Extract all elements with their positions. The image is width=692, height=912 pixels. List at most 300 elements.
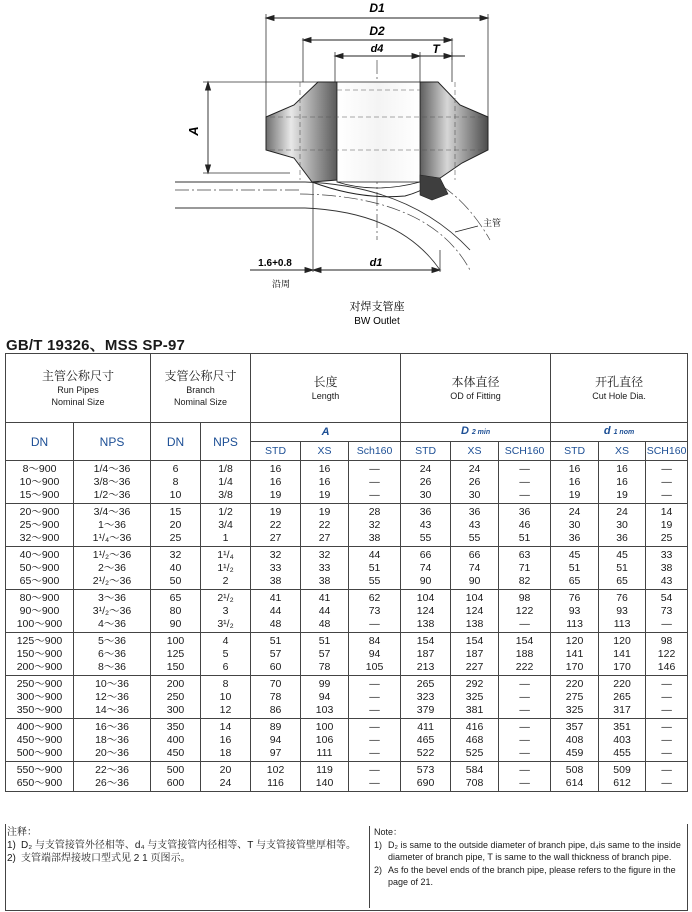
table-row [6, 734, 688, 747]
cut-sch160-header: SCH160 [646, 442, 688, 461]
cut-std-cell: 614 [551, 777, 599, 792]
branch-dn-cell: 450 [151, 747, 201, 762]
len-xs-cell: 94 [301, 691, 349, 704]
notes-divider [369, 826, 370, 908]
len-sch160-cell: 51 [349, 562, 401, 575]
cut-sch160-cell: — [646, 762, 688, 778]
len-sch160-cell: — [349, 762, 401, 778]
branch-dn-cell: 600 [151, 777, 201, 792]
branch-dn-cell: 32 [151, 547, 201, 563]
od-xs-cell: 416 [451, 719, 499, 735]
branch-nps-cell: 2¹/₂ [201, 590, 251, 606]
od-sch160-cell: — [499, 762, 551, 778]
len-sch160-cell: 94 [349, 648, 401, 661]
notes-en-text-1: D₂ is same to the outside diameter of branch pipe, d₄is same to the inside diameter of branch pipe, T is same to the wall thickness of branch pipe. [388, 839, 681, 862]
table-row [6, 489, 688, 504]
od-std-cell: 104 [401, 590, 451, 606]
cut-hole-cn: 开孔直径 [595, 374, 644, 389]
od-xs-cell: 154 [451, 633, 499, 649]
od-sch160-cell: — [499, 461, 551, 477]
od-sch160-cell: — [499, 734, 551, 747]
cut-sch160-cell: — [646, 719, 688, 735]
branch-dn-cell: 150 [151, 661, 201, 676]
len-std-cell: 57 [251, 648, 301, 661]
run-dn-cell: 32～900 [6, 532, 74, 547]
od-xs-cell: 525 [451, 747, 499, 762]
cut-hole-header [551, 354, 688, 423]
od-xs-header: XS [451, 442, 499, 461]
len-xs-cell: 33 [301, 562, 349, 575]
cut-xs-cell: 93 [599, 605, 646, 618]
run-nps-cell: 3～36 [74, 590, 151, 606]
od-xs-cell: 138 [451, 618, 499, 633]
od-std-cell: 36 [401, 504, 451, 520]
table-row [6, 747, 688, 762]
cut-xs-cell: 141 [599, 648, 646, 661]
len-xs-cell: 57 [301, 648, 349, 661]
cut-xs-cell: 24 [599, 504, 646, 520]
run-nps-header: NPS [74, 423, 151, 461]
cut-std-cell: 170 [551, 661, 599, 676]
table-row [6, 532, 688, 547]
run-dn-cell: 100～900 [6, 618, 74, 633]
len-std-cell: 19 [251, 504, 301, 520]
cut-std-cell: 16 [551, 461, 599, 477]
symbol-d1-text: d [603, 425, 611, 437]
cut-xs-cell: 509 [599, 762, 646, 778]
symbol-D2-sub: 2 min [471, 429, 491, 436]
run-size-header [6, 354, 151, 423]
len-sch160-cell: 62 [349, 590, 401, 606]
len-std-cell: 16 [251, 476, 301, 489]
notes-cn-title: 注释： [7, 827, 37, 838]
len-xs-cell: 48 [301, 618, 349, 633]
len-std-cell: 27 [251, 532, 301, 547]
len-std-cell: 38 [251, 575, 301, 590]
cut-std-header: STD [551, 442, 599, 461]
run-dn-cell: 80～900 [6, 590, 74, 606]
cut-sch160-cell: — [646, 461, 688, 477]
symbol-d1 [551, 423, 688, 442]
notes-en-num-1: 1) [374, 839, 383, 850]
od-std-cell: 411 [401, 719, 451, 735]
standard-title: GB/T 19326、MSS SP-97 [6, 337, 186, 354]
run-size-en1: Run Pipes [57, 384, 99, 395]
cut-xs-cell: 76 [599, 590, 646, 606]
cut-xs-header: XS [599, 442, 646, 461]
len-sch160-cell: 84 [349, 633, 401, 649]
cut-std-cell: 30 [551, 519, 599, 532]
run-dn-cell: 10～900 [6, 476, 74, 489]
cut-sch160-cell: — [646, 704, 688, 719]
branch-nps-cell: 2 [201, 575, 251, 590]
branch-nps-cell: 1 [201, 532, 251, 547]
len-std-cell: 51 [251, 633, 301, 649]
run-nps-cell: 26～36 [74, 777, 151, 792]
branch-dn-cell: 10 [151, 489, 201, 504]
spec-table-body [6, 461, 688, 792]
run-dn-header: DN [6, 423, 74, 461]
len-sch160-cell: — [349, 777, 401, 792]
symbol-A [251, 423, 401, 442]
branch-nps-cell: 3¹/₂ [201, 618, 251, 633]
od-std-cell: 323 [401, 691, 451, 704]
run-pipe-leader [455, 226, 478, 232]
notes-cn-num-2: 2) [7, 853, 16, 864]
cut-xs-cell: 36 [599, 532, 646, 547]
run-dn-cell: 450～900 [6, 734, 74, 747]
table-row [6, 476, 688, 489]
run-nps-cell: 1/4～36 [74, 461, 151, 477]
branch-nps-cell: 1/8 [201, 461, 251, 477]
run-nps-cell: 3/4～36 [74, 504, 151, 520]
cut-sch160-cell: 146 [646, 661, 688, 676]
dim-D2-label: D2 [369, 24, 385, 38]
cut-xs-cell: 265 [599, 691, 646, 704]
spec-table [5, 353, 688, 792]
len-xs-header: XS [301, 442, 349, 461]
cut-sch160-cell: 19 [646, 519, 688, 532]
table-row [6, 562, 688, 575]
cut-sch160-cell: — [646, 777, 688, 792]
symbol-D2 [401, 423, 551, 442]
od-sch160-cell: 82 [499, 575, 551, 590]
branch-nps-cell: 16 [201, 734, 251, 747]
run-nps-cell: 8～36 [74, 661, 151, 676]
run-nps-cell: 1～36 [74, 519, 151, 532]
od-xs-cell: 104 [451, 590, 499, 606]
run-dn-cell: 25～900 [6, 519, 74, 532]
od-sch160-header: SCH160 [499, 442, 551, 461]
run-size-cn: 主管公称尺寸 [42, 368, 115, 383]
notes-en-item-2 [374, 864, 686, 889]
od-std-cell: 690 [401, 777, 451, 792]
od-cn: 本体直径 [451, 374, 500, 389]
run-dn-cell: 200～900 [6, 661, 74, 676]
cut-xs-cell: 351 [599, 719, 646, 735]
branch-dn-cell: 250 [151, 691, 201, 704]
run-dn-cell: 400～900 [6, 719, 74, 735]
cut-std-cell: 19 [551, 489, 599, 504]
cut-xs-cell: 317 [599, 704, 646, 719]
run-dn-cell: 125～900 [6, 633, 74, 649]
branch-dn-cell: 350 [151, 719, 201, 735]
table-row [6, 661, 688, 676]
branch-nps-cell: 18 [201, 747, 251, 762]
table-row [6, 590, 688, 606]
od-xs-cell: 74 [451, 562, 499, 575]
cut-sch160-cell: — [646, 476, 688, 489]
len-xs-cell: 140 [301, 777, 349, 792]
od-xs-cell: 381 [451, 704, 499, 719]
run-nps-cell: 3¹/₂～36 [74, 605, 151, 618]
od-sch160-cell: — [499, 777, 551, 792]
od-sch160-cell: 188 [499, 648, 551, 661]
cut-std-cell: 45 [551, 547, 599, 563]
run-nps-cell: 1¹/₄～36 [74, 532, 151, 547]
dim-T-label: T [432, 42, 440, 56]
od-xs-cell: 325 [451, 691, 499, 704]
od-xs-cell: 227 [451, 661, 499, 676]
branch-dn-cell: 40 [151, 562, 201, 575]
run-dn-cell: 90～900 [6, 605, 74, 618]
branch-dn-cell: 25 [151, 532, 201, 547]
branch-nps-cell: 6 [201, 661, 251, 676]
cut-std-cell: 357 [551, 719, 599, 735]
len-xs-cell: 103 [301, 704, 349, 719]
od-xs-cell: 124 [451, 605, 499, 618]
cut-std-cell: 24 [551, 504, 599, 520]
od-sch160-cell: 63 [499, 547, 551, 563]
cut-xs-cell: 120 [599, 633, 646, 649]
run-nps-cell: 22～36 [74, 762, 151, 778]
len-xs-cell: 19 [301, 489, 349, 504]
od-std-cell: 573 [401, 762, 451, 778]
od-xs-cell: 468 [451, 734, 499, 747]
od-sch160-cell: — [499, 704, 551, 719]
len-xs-cell: 22 [301, 519, 349, 532]
len-sch160-cell: — [349, 476, 401, 489]
branch-nps-cell: 1/4 [201, 476, 251, 489]
len-std-cell: 89 [251, 719, 301, 735]
branch-nps-cell: 5 [201, 648, 251, 661]
table-row [6, 762, 688, 778]
od-sch160-cell: 71 [499, 562, 551, 575]
len-sch160-cell: — [349, 734, 401, 747]
len-std-cell: 16 [251, 461, 301, 477]
cut-std-cell: 325 [551, 704, 599, 719]
branch-nps-cell: 1/2 [201, 504, 251, 520]
branch-size-en2: Nominal Size [174, 396, 228, 407]
cut-sch160-cell: — [646, 676, 688, 692]
len-std-cell: 22 [251, 519, 301, 532]
branch-dn-cell: 65 [151, 590, 201, 606]
cut-std-cell: 275 [551, 691, 599, 704]
len-std-cell: 70 [251, 676, 301, 692]
cut-std-cell: 51 [551, 562, 599, 575]
cut-sch160-cell: — [646, 734, 688, 747]
table-row [6, 519, 688, 532]
od-sch160-cell: — [499, 618, 551, 633]
branch-nps-cell: 20 [201, 762, 251, 778]
cut-std-cell: 141 [551, 648, 599, 661]
len-sch160-cell: 44 [349, 547, 401, 563]
run-dn-cell: 250～900 [6, 676, 74, 692]
run-nps-cell: 10～36 [74, 676, 151, 692]
notes-en-item-1 [374, 839, 686, 864]
od-xs-cell: 187 [451, 648, 499, 661]
cut-std-cell: 16 [551, 476, 599, 489]
len-xs-cell: 27 [301, 532, 349, 547]
run-dn-cell: 500～900 [6, 747, 74, 762]
run-dn-cell: 300～900 [6, 691, 74, 704]
notes-en-text-2: As fo the bevel ends of the branch pipe, please refers to the figure in the page of 21. [388, 864, 676, 887]
bw-outlet-drawing [0, 0, 692, 335]
branch-dn-cell: 20 [151, 519, 201, 532]
len-sch160-cell: 105 [349, 661, 401, 676]
len-xs-cell: 41 [301, 590, 349, 606]
od-std-cell: 43 [401, 519, 451, 532]
branch-nps-cell: 1¹/₂ [201, 562, 251, 575]
od-std-cell: 265 [401, 676, 451, 692]
od-std-cell: 55 [401, 532, 451, 547]
run-pipe-label: 主管 [483, 218, 502, 228]
branch-dn-cell: 125 [151, 648, 201, 661]
cut-hole-en: Cut Hole Dia. [592, 390, 646, 401]
od-sch160-cell: 46 [499, 519, 551, 532]
len-xs-cell: 99 [301, 676, 349, 692]
cut-sch160-cell: 98 [646, 633, 688, 649]
run-dn-cell: 350～900 [6, 704, 74, 719]
cut-std-cell: 508 [551, 762, 599, 778]
len-xs-cell: 78 [301, 661, 349, 676]
len-xs-cell: 119 [301, 762, 349, 778]
cut-xs-cell: 65 [599, 575, 646, 590]
len-std-cell: 33 [251, 562, 301, 575]
od-xs-cell: 708 [451, 777, 499, 792]
len-sch160-cell: 55 [349, 575, 401, 590]
cut-xs-cell: 455 [599, 747, 646, 762]
branch-dn-cell: 100 [151, 633, 201, 649]
od-std-cell: 465 [401, 734, 451, 747]
run-dn-cell: 15～900 [6, 489, 74, 504]
od-std-cell: 90 [401, 575, 451, 590]
len-xs-cell: 106 [301, 734, 349, 747]
cut-xs-cell: 612 [599, 777, 646, 792]
cut-xs-cell: 30 [599, 519, 646, 532]
len-xs-cell: 100 [301, 719, 349, 735]
cut-sch160-cell: — [646, 489, 688, 504]
run-nps-cell: 1/2～36 [74, 489, 151, 504]
cut-xs-cell: 51 [599, 562, 646, 575]
branch-dn-cell: 6 [151, 461, 201, 477]
notes-english [374, 826, 686, 889]
notes-cn-num-1: 1) [7, 840, 16, 851]
len-xs-cell: 38 [301, 575, 349, 590]
symbol-D2-text: D [460, 425, 469, 437]
run-nps-cell: 4～36 [74, 618, 151, 633]
od-sch160-cell: — [499, 676, 551, 692]
cut-xs-cell: 403 [599, 734, 646, 747]
od-sch160-cell: 122 [499, 605, 551, 618]
od-sch160-cell: 98 [499, 590, 551, 606]
od-sch160-cell: 154 [499, 633, 551, 649]
od-xs-cell: 24 [451, 461, 499, 477]
od-xs-cell: 36 [451, 504, 499, 520]
branch-size-header [151, 354, 251, 423]
od-std-cell: 138 [401, 618, 451, 633]
len-std-cell: 44 [251, 605, 301, 618]
run-dn-cell: 50～900 [6, 562, 74, 575]
od-sch160-cell: 222 [499, 661, 551, 676]
notes-cn-item-2 [7, 852, 367, 865]
od-std-cell: 124 [401, 605, 451, 618]
od-sch160-cell: 51 [499, 532, 551, 547]
od-xs-cell: 66 [451, 547, 499, 563]
od-std-cell: 213 [401, 661, 451, 676]
length-en: Length [311, 390, 340, 401]
cut-std-cell: 65 [551, 575, 599, 590]
table-row [6, 547, 688, 563]
len-sch160-cell: 32 [349, 519, 401, 532]
run-nps-cell: 2～36 [74, 562, 151, 575]
cut-sch160-cell: 33 [646, 547, 688, 563]
run-nps-cell: 2¹/₂～36 [74, 575, 151, 590]
branch-nps-cell: 3 [201, 605, 251, 618]
run-size-en2: Nominal Size [51, 396, 105, 407]
len-std-cell: 102 [251, 762, 301, 778]
run-nps-cell: 3/8～36 [74, 476, 151, 489]
od-std-cell: 187 [401, 648, 451, 661]
branch-nps-cell: 24 [201, 777, 251, 792]
od-sch160-cell: — [499, 747, 551, 762]
cut-sch160-cell: 38 [646, 562, 688, 575]
od-xs-cell: 90 [451, 575, 499, 590]
len-sch160-cell: — [349, 704, 401, 719]
od-xs-cell: 43 [451, 519, 499, 532]
caption-en: BW Outlet [354, 316, 400, 327]
run-nps-cell: 16～36 [74, 719, 151, 735]
branch-dn-header: DN [151, 423, 201, 461]
len-std-cell: 78 [251, 691, 301, 704]
od-sch160-cell: 36 [499, 504, 551, 520]
len-std-cell: 86 [251, 704, 301, 719]
dim-d4-label: d4 [370, 43, 384, 55]
cut-sch160-cell: — [646, 747, 688, 762]
len-sch160-cell: — [349, 691, 401, 704]
len-std-header: STD [251, 442, 301, 461]
od-sch160-cell: — [499, 489, 551, 504]
run-nps-cell: 14～36 [74, 704, 151, 719]
branch-nps-cell: 1¹/₄ [201, 547, 251, 563]
od-std-cell: 522 [401, 747, 451, 762]
table-row [6, 777, 688, 792]
cut-std-cell: 93 [551, 605, 599, 618]
run-dn-cell: 650～900 [6, 777, 74, 792]
cut-xs-cell: 16 [599, 461, 646, 477]
len-sch160-cell: — [349, 719, 401, 735]
od-xs-cell: 584 [451, 762, 499, 778]
notes-cn-text-1: D₂ 与支管接管外径相等、d₄ 与支管接管内径相等、T 与支管接管壁厚相等。 [21, 840, 357, 851]
cut-sch160-cell: 14 [646, 504, 688, 520]
len-std-cell: 94 [251, 734, 301, 747]
od-std-cell: 26 [401, 476, 451, 489]
symbol-A-text: A [321, 426, 330, 438]
notes-chinese [7, 826, 367, 865]
branch-dn-cell: 400 [151, 734, 201, 747]
branch-dn-cell: 200 [151, 676, 201, 692]
cut-std-cell: 220 [551, 676, 599, 692]
branch-dn-cell: 90 [151, 618, 201, 633]
len-xs-cell: 32 [301, 547, 349, 563]
cut-std-cell: 120 [551, 633, 599, 649]
od-xs-cell: 55 [451, 532, 499, 547]
len-xs-cell: 19 [301, 504, 349, 520]
branch-size-en1: Branch [186, 384, 215, 395]
notes-cn-item-1 [7, 839, 367, 852]
cut-sch160-cell: 122 [646, 648, 688, 661]
len-sch160-cell: 38 [349, 532, 401, 547]
cut-sch160-cell: 25 [646, 532, 688, 547]
branch-dn-cell: 500 [151, 762, 201, 778]
run-dn-cell: 8～900 [6, 461, 74, 477]
len-std-cell: 60 [251, 661, 301, 676]
cut-sch160-cell: 43 [646, 575, 688, 590]
len-std-cell: 19 [251, 489, 301, 504]
od-en: OD of Fitting [450, 390, 501, 401]
len-std-cell: 41 [251, 590, 301, 606]
table-row [6, 618, 688, 633]
